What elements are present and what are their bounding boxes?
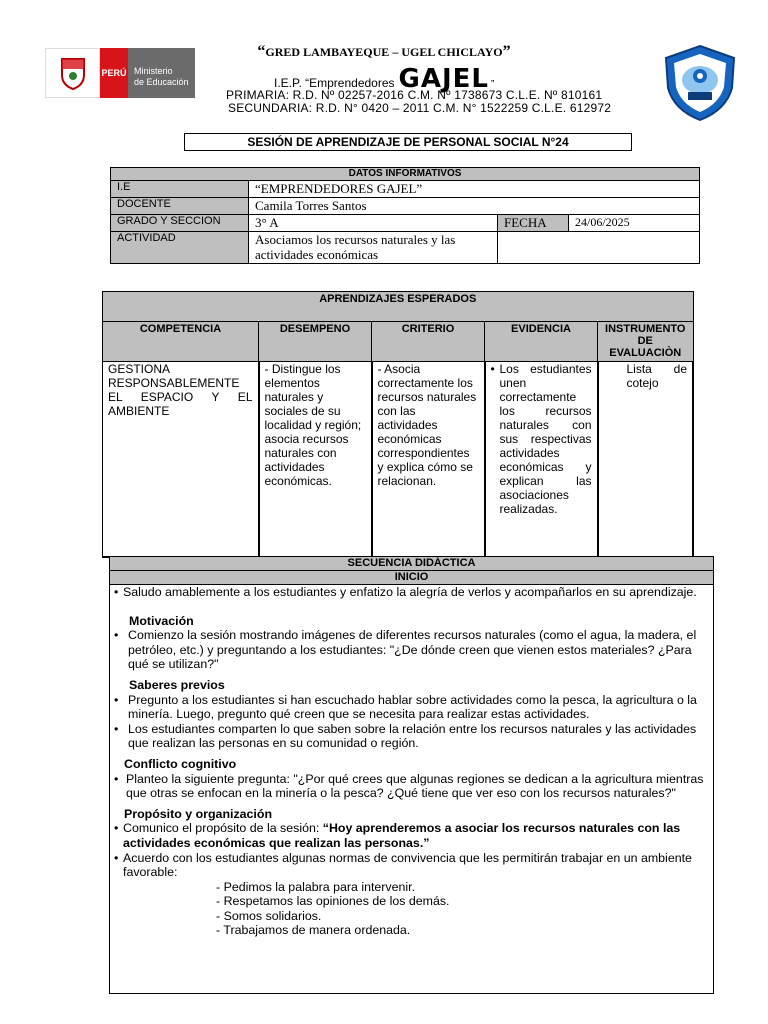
peru-label: PERÚ bbox=[100, 48, 128, 98]
col-competencia: COMPETENCIA bbox=[103, 322, 259, 362]
grado-value: 3° A bbox=[249, 215, 498, 232]
norma-2: - Respetamos las opiniones de los demás. bbox=[216, 894, 450, 909]
datos-title: DATOS INFORMATIVOS bbox=[111, 168, 700, 181]
norma-3: - Somos solidarios. bbox=[216, 908, 322, 923]
norma-4: - Trabajamos de manera ordenada. bbox=[216, 923, 411, 938]
conflicto-item: • Planteo la siguiente pregunta: "¿Por qué crees que algunas regiones se dedican a la agricultura mientras que otras se enfocan en la minería o la pesca? ¿Qué tiene que ver eso con los recursos naturales?" bbox=[114, 771, 704, 801]
motivacion-title: Motivación bbox=[129, 613, 194, 628]
actividad-value: Asociamos los recursos naturales y las actividades económicas bbox=[249, 232, 498, 264]
inicio-title: INICIO bbox=[109, 571, 714, 585]
fecha-label: FECHA bbox=[498, 215, 569, 232]
aprendizajes-table bbox=[102, 291, 694, 558]
ie-value: “EMPRENDEDORES GAJEL” bbox=[249, 181, 700, 198]
docente-label: DOCENTE bbox=[111, 198, 249, 215]
actividad-empty bbox=[498, 232, 700, 264]
conflicto-title: Conflicto cognitivo bbox=[124, 756, 237, 771]
motivacion-item: • Comienzo la sesión mostrando imágenes de diferentes recursos naturales (como el agua, la madera, el petróleo, etc.) y preguntando a los estudiantes: "¿De dónde creen que vienen estos materiales? ¿Para qué se utilizan?" bbox=[114, 628, 697, 672]
grado-label: GRADO Y SECCION bbox=[111, 215, 249, 232]
fecha-value: 24/06/2025 bbox=[569, 215, 700, 232]
saberes-item-2: • Los estudiantes comparten lo que saben sobre la relación entre los recursos naturales y las actividades que realizan las personas en su comunidad o región. bbox=[114, 721, 697, 751]
evidencia-cell: • Los estudiantes unen correctamente los recursos naturales con sus respectivas actividades económicas y explican las asociaciones realizadas. bbox=[485, 362, 598, 558]
primaria-line: PRIMARIA: R.D. Nº 02257-2016 C.M. Nº 1738673 C.L.E. Nº 810161 bbox=[226, 88, 603, 102]
svg-text:GAJEL: GAJEL bbox=[691, 101, 709, 108]
norma-1: - Pedimos la palabra para intervenir. bbox=[216, 879, 416, 894]
col-desempeno: DESEMPENO bbox=[259, 322, 372, 362]
brand-logo-text: GAJEL bbox=[398, 64, 489, 94]
saberes-title: Saberes previos bbox=[129, 677, 225, 692]
aprendizajes-title: APRENDIZAJES ESPERADOS bbox=[103, 292, 694, 322]
saludo-item: • Saludo amablemente a los estudiantes y enfatizo la alegría de verlos y acompañarlos en su aprendizaje. bbox=[114, 585, 697, 599]
instrumento-cell: Lista de cotejo bbox=[598, 362, 694, 558]
inicio-body bbox=[109, 585, 714, 994]
proposito-item: • Comunico el propósito de la sesión: “Hoy aprenderemos a asociar los recursos naturales con las actividades económicas que realizan las personas.” bbox=[114, 821, 681, 850]
session-title: SESIÓN DE APRENDIZAJE DE PERSONAL SOCIAL N°24 bbox=[184, 133, 632, 151]
col-criterio: CRITERIO bbox=[372, 322, 485, 362]
docente-value: Camila Torres Santos bbox=[249, 198, 700, 215]
proposito-title: Propósito y organización bbox=[124, 806, 273, 821]
datos-informativos-table bbox=[110, 167, 700, 264]
ie-label: I.E bbox=[111, 181, 249, 198]
secundaria-line: SECUNDARIA: R.D. N° 0420 – 2011 C.M. N° 1522259 C.L.E. 612972 bbox=[228, 101, 612, 115]
school-name: I.E.P. “Emprendedores GAJEL ” bbox=[274, 64, 495, 94]
secuencia-title: SECUENCIA DIDÁCTICA bbox=[109, 556, 714, 571]
competencia-cell: GESTIONA RESPONSABLEMENTE EL ESPACIO Y EL AMBIENTE bbox=[103, 362, 259, 558]
col-instrumento: INSTRUMENTO DE EVALUACIÒN bbox=[598, 322, 694, 362]
header-line1: “GRED LAMBAYEQUE – UGEL CHICLAYO” bbox=[257, 43, 511, 60]
acuerdo-item: • Acuerdo con los estudiantes algunas normas de convivencia que les permitirán trabajar en un ambiente favorable: bbox=[114, 850, 692, 880]
criterio-cell: - Asocia correctamente los recursos naturales con las actividades económicas correspondientes y explica cómo se relacionan. bbox=[372, 362, 485, 558]
col-evidencia: EVIDENCIA bbox=[485, 322, 598, 362]
ministry-label: Ministerio de Educación bbox=[128, 48, 195, 98]
saberes-item-1: • Pregunto a los estudiantes si han escuchado hablar sobre actividades como la pesca, la agricultura o la minería. Luego, pregunto qué creen que se necesita para realizar estas actividades. bbox=[114, 692, 697, 722]
desempeno-cell: - Distingue los elementos naturales y sociales de su localidad y región; asocia recursos naturales con actividades económicas. bbox=[259, 362, 372, 558]
actividad-label: ACTIVIDAD bbox=[111, 232, 249, 264]
secuencia-didactica bbox=[109, 556, 714, 994]
